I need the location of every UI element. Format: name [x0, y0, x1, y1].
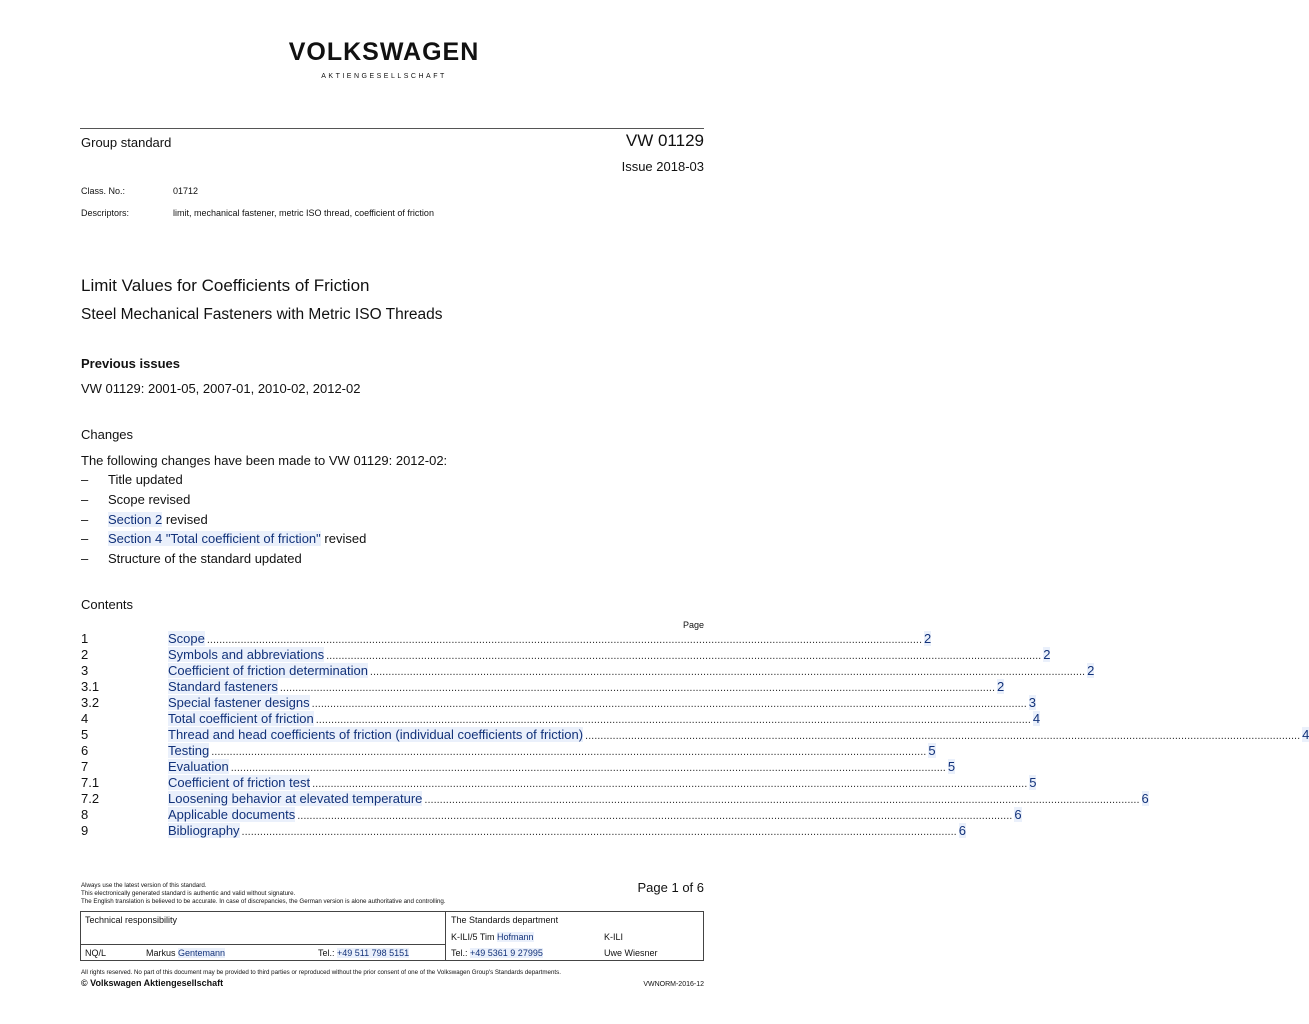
toc-number: 3.1 — [81, 679, 100, 694]
toc-page-link[interactable]: 5 — [947, 759, 956, 774]
previous-issues-heading: Previous issues — [81, 356, 180, 371]
standards-contact — [451, 932, 534, 942]
department-code: NQ/L — [85, 948, 107, 958]
toc-page-link[interactable]: 4 — [1032, 711, 1041, 726]
responsible-phone — [318, 948, 409, 958]
toc-number: 7 — [81, 759, 89, 774]
toc-entry[interactable] — [168, 775, 1037, 791]
contents-heading: Contents — [81, 597, 134, 612]
page-indicator: Page 1 of 6 — [637, 880, 704, 895]
responsible-person — [146, 948, 225, 958]
toc-title-link[interactable]: Total coefficient of friction — [168, 711, 314, 726]
toc-page-link[interactable]: 6 — [958, 823, 966, 838]
toc-number: 9 — [81, 823, 89, 838]
change-bullet: – — [81, 551, 89, 566]
section-4-link[interactable]: Section 4 "Total coefficient of friction" — [108, 531, 321, 546]
toc-leader-dots: .......................................................................................................................................................................................................................................... — [211, 746, 927, 758]
toc-leader-dots: .......................................................................................................................................................................................................................................... — [311, 698, 1027, 710]
toc-number: 6 — [81, 743, 89, 758]
toc-title-link[interactable]: Applicable documents — [168, 807, 296, 822]
toc-entry[interactable] — [168, 807, 1022, 823]
toc-title-link[interactable]: Coefficient of friction test — [168, 775, 311, 790]
change-item-text: Structure of the standard updated — [108, 551, 302, 566]
document-subtitle: Steel Mechanical Fasteners with Metric ISO Threads — [81, 306, 443, 323]
toc-number: 2 — [81, 647, 89, 662]
toc-leader-dots: .......................................................................................................................................................................................................................................... — [369, 666, 1086, 678]
person-link[interactable]: Gentemann — [178, 948, 226, 958]
toc-leader-dots: .......................................................................................................................................................................................................................................... — [585, 730, 1301, 742]
toc-leader-dots: .......................................................................................................................................................................................................................................... — [206, 634, 923, 646]
toc-title-link[interactable]: Scope — [168, 631, 205, 646]
change-bullet: – — [81, 531, 89, 546]
toc-number: 4 — [81, 711, 89, 726]
changes-heading: Changes — [81, 427, 134, 442]
change-bullet: – — [81, 512, 89, 527]
toc-page-link[interactable]: 2 — [1043, 647, 1051, 662]
class-number-label: Class. No.: — [81, 186, 126, 196]
toc-entry[interactable] — [168, 743, 936, 759]
descriptors-value: limit, mechanical fastener, metric ISO thread, coefficient of friction — [173, 208, 434, 218]
toc-number: 5 — [81, 727, 89, 742]
change-item — [108, 512, 208, 527]
toc-leader-dots: .......................................................................................................................................................................................................................................... — [297, 810, 1013, 822]
document-number: VW 01129 — [625, 131, 704, 150]
toc-leader-dots: .......................................................................................................................................................................................................................................... — [230, 762, 946, 774]
toc-entry[interactable] — [168, 679, 1005, 695]
footer-note: Always use the latest version of this standard. — [81, 882, 207, 889]
change-item-text: revised — [320, 531, 367, 546]
footer-note: The English translation is believed to be accurate. In case of discrepancies, the German version is alone authoritative and controlling. — [81, 898, 446, 905]
toc-number: 3.2 — [81, 695, 100, 710]
brand-logo-text: VOLKSWAGEN — [288, 38, 480, 66]
toc-entry[interactable] — [168, 823, 966, 839]
change-item — [108, 492, 190, 507]
phone-prefix: Tel.: — [318, 948, 338, 958]
section-2-link[interactable]: Section 2 — [108, 512, 163, 527]
toc-title-link[interactable]: Testing — [168, 743, 210, 758]
document-title: Limit Values for Coefficients of Friction — [81, 276, 370, 295]
descriptors-label: Descriptors: — [81, 208, 130, 218]
toc-entry[interactable] — [168, 727, 1309, 743]
toc-title-link[interactable]: Evaluation — [168, 759, 229, 774]
phone-link[interactable]: +49 511 798 5151 — [337, 948, 410, 958]
toc-entry[interactable] — [168, 711, 1041, 727]
technical-responsibility-label: Technical responsibility — [85, 915, 178, 925]
toc-page-link[interactable]: 2 — [1087, 663, 1095, 678]
toc-leader-dots: .......................................................................................................................................................................................................................................... — [241, 826, 957, 838]
toc-number: 7.1 — [81, 775, 100, 790]
toc-leader-dots: .......................................................................................................................................................................................................................................... — [326, 650, 1042, 662]
toc-entry[interactable] — [168, 663, 1095, 679]
toc-leader-dots: .......................................................................................................................................................................................................................................... — [312, 778, 1028, 790]
toc-number: 3 — [81, 663, 89, 678]
standards-person: Uwe Wiesner — [604, 948, 658, 958]
toc-entry[interactable] — [168, 695, 1037, 711]
toc-page-link[interactable]: 5 — [928, 743, 936, 758]
previous-issues-text: VW 01129: 2001-05, 2007-01, 2010-02, 2012-02 — [81, 381, 361, 396]
toc-entry[interactable] — [168, 631, 932, 647]
toc-title-link[interactable]: Special fastener designs — [168, 695, 310, 710]
changes-intro: The following changes have been made to VW 01129: 2012-02: — [81, 453, 448, 468]
toc-number: 1 — [81, 631, 89, 646]
standards-department-label: The Standards department — [451, 915, 559, 925]
toc-page-link[interactable]: 3 — [1028, 695, 1037, 710]
toc-entry[interactable] — [168, 791, 1149, 807]
toc-page-link[interactable]: 2 — [924, 631, 932, 646]
change-item — [108, 531, 366, 546]
toc-entry[interactable] — [168, 759, 956, 775]
toc-number: 7.2 — [81, 791, 100, 806]
header-divider — [80, 128, 704, 129]
class-number-value: 01712 — [173, 186, 199, 196]
standards-contact-link[interactable]: Hofmann — [497, 932, 534, 942]
toc-entry[interactable] — [168, 647, 1051, 663]
toc-leader-dots: .......................................................................................................................................................................................................................................... — [279, 682, 995, 694]
change-bullet: – — [81, 492, 89, 507]
toc-title-link[interactable]: Loosening behavior at elevated temperature — [168, 791, 423, 806]
standards-contact-prefix: K-ILI/5 Tim — [451, 932, 498, 942]
responsibility-divider — [445, 911, 446, 961]
toc-page-link[interactable]: 4 — [1302, 727, 1309, 742]
toc-title-link[interactable]: Standard fasteners — [168, 679, 278, 694]
change-item-text: Scope revised — [108, 492, 191, 507]
toc-title-link[interactable]: Coefficient of friction determination — [168, 663, 368, 678]
toc-title-link[interactable]: Bibliography — [168, 823, 240, 838]
document-type: Group standard — [81, 135, 172, 150]
standards-phone — [451, 948, 543, 958]
copyright: © Volkswagen Aktiengesellschaft — [81, 978, 224, 988]
standards-code: K-ILI — [604, 932, 624, 942]
change-item — [108, 472, 183, 487]
toc-title-link[interactable]: Thread and head coefficients of friction (individual coefficients of friction) — [168, 727, 584, 742]
toc-leader-dots: .......................................................................................................................................................................................................................................... — [315, 714, 1031, 726]
standards-phone-link[interactable]: +49 5361 9 27995 — [470, 948, 543, 958]
toc-page-link[interactable]: 2 — [997, 679, 1005, 694]
toc-title-link[interactable]: Symbols and abbreviations — [168, 647, 325, 662]
change-item-text: Title updated — [108, 472, 183, 487]
change-item — [108, 551, 302, 566]
form-number: VWNORM-2016-12 — [643, 981, 704, 988]
brand-subtitle: AKTIENGESELLSCHAFT — [321, 73, 447, 80]
toc-leader-dots: .......................................................................................................................................................................................................................................... — [424, 794, 1140, 806]
document-issue: Issue 2018-03 — [621, 159, 704, 174]
toc-page-link[interactable]: 5 — [1029, 775, 1037, 790]
toc-number: 8 — [81, 807, 89, 822]
footer-note: This electronically generated standard is authentic and valid without signature. — [81, 890, 296, 897]
standards-phone-prefix: Tel.: — [451, 948, 471, 958]
toc-page-link[interactable]: 6 — [1141, 791, 1149, 806]
change-bullet: – — [81, 472, 89, 487]
change-item-text: revised — [162, 512, 208, 527]
person-first-name: Markus — [146, 948, 179, 958]
toc-page-link[interactable]: 6 — [1014, 807, 1022, 822]
contents-page-header: Page — [682, 620, 704, 630]
responsibility-hline — [80, 944, 446, 945]
rights-notice: All rights reserved. No part of this document may be provided to third parties or reproduced without the prior consent of one of the Volkswagen Group's Standards departments. — [81, 969, 561, 976]
